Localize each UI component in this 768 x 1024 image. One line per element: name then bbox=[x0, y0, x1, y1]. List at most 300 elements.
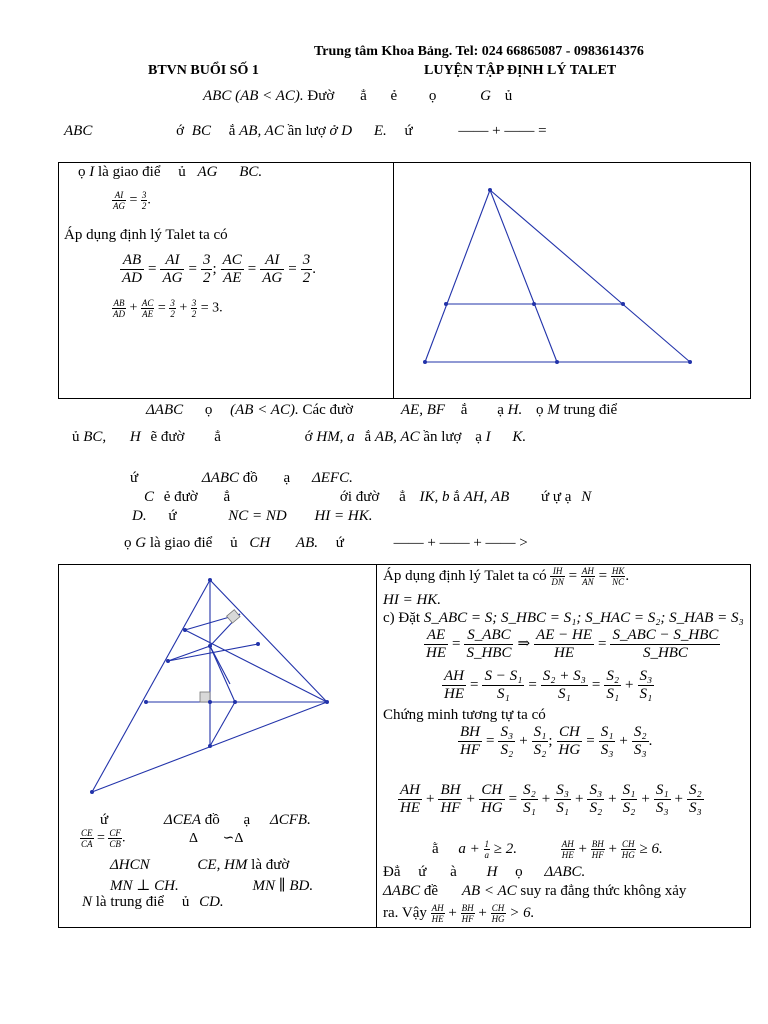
fig2-point-e bbox=[208, 700, 212, 704]
fraction-denominator: S_HBC bbox=[642, 645, 688, 661]
fraction bbox=[431, 903, 445, 924]
fig2-seg-5 bbox=[168, 646, 210, 661]
math-text: BC, bbox=[83, 429, 107, 445]
fig1-point-d bbox=[444, 302, 448, 306]
math-text: đồ bbox=[204, 812, 220, 828]
fraction bbox=[581, 566, 595, 587]
math-text: . bbox=[312, 261, 316, 278]
math-text: ẳ bbox=[399, 489, 406, 505]
math-text: c) Đặt bbox=[383, 610, 421, 626]
math-text: a + bbox=[458, 840, 480, 857]
problem2-part-b-cont bbox=[132, 508, 373, 525]
fraction-denominator: S₁ bbox=[556, 800, 569, 816]
math-text: ra. Vậy bbox=[383, 904, 427, 921]
sol2-right-line10 bbox=[383, 864, 585, 881]
fraction bbox=[599, 724, 616, 759]
sol2-right-line12: ra. Vậy $\frac{AH}{HE}$ + $\frac{BH}{HF}$ + $\frac{CH}{HG}$ > 6. bbox=[383, 903, 535, 924]
math-text: ΔCEA bbox=[163, 812, 202, 828]
fraction-denominator: HG bbox=[480, 800, 503, 816]
math-text: ứ bbox=[130, 470, 139, 486]
math-text: ớ bbox=[304, 429, 313, 445]
fraction bbox=[458, 724, 482, 759]
fraction bbox=[610, 627, 720, 662]
sol2-right-line11 bbox=[383, 883, 686, 900]
fraction bbox=[141, 298, 155, 319]
fraction bbox=[521, 782, 538, 817]
math-text: CH bbox=[249, 535, 271, 551]
math-text: M bbox=[547, 402, 560, 418]
math-text: ⇒ bbox=[517, 636, 531, 653]
fig2-side-ac bbox=[210, 580, 327, 702]
fraction bbox=[260, 252, 284, 287]
math-text: ở D bbox=[329, 123, 353, 139]
fraction-numerator: S₂ bbox=[689, 782, 702, 798]
math-text: ủ bbox=[181, 894, 190, 910]
fraction-denominator: S₁ bbox=[557, 686, 571, 702]
fraction bbox=[301, 252, 313, 287]
fraction bbox=[554, 782, 571, 817]
fraction bbox=[532, 724, 549, 759]
problem2-part-c bbox=[124, 535, 528, 552]
fraction-numerator: AC bbox=[141, 298, 154, 308]
fraction-denominator: S₁ bbox=[523, 800, 536, 816]
fig1-point-g bbox=[532, 302, 536, 306]
math-text: AB, AC bbox=[239, 123, 284, 139]
solution1-ratio bbox=[112, 190, 151, 211]
fig1-point-b bbox=[423, 360, 427, 364]
math-text: NC = ND bbox=[228, 508, 287, 524]
sol2-left-line5 bbox=[82, 894, 224, 911]
math-text: = 3. bbox=[200, 300, 223, 316]
math-text: là giao điể bbox=[149, 535, 213, 551]
fraction-numerator: AI bbox=[160, 252, 184, 270]
fraction-denominator: S₂ bbox=[622, 800, 636, 816]
math-text: . bbox=[121, 830, 126, 846]
math-text: là đườ bbox=[251, 857, 290, 873]
fraction-numerator: 3 bbox=[141, 190, 147, 200]
math-text: ắ bbox=[364, 429, 372, 445]
fraction-numerator: AB bbox=[120, 252, 144, 270]
math-text: S_ABC = S; S_HBC = S₁; S_HAC = S₂; S_HAB = S₃ bbox=[423, 610, 744, 626]
solution2-divider bbox=[376, 564, 377, 928]
fraction bbox=[491, 903, 506, 924]
fig2-point-a bbox=[208, 578, 212, 582]
fraction bbox=[591, 839, 605, 860]
math-text: HM, a bbox=[316, 429, 355, 445]
solution1-eq2 bbox=[112, 298, 223, 319]
fraction bbox=[587, 782, 604, 817]
fig2-side-ab bbox=[92, 580, 210, 792]
fraction-denominator: HG bbox=[621, 850, 635, 860]
fig2-right-angle-mark bbox=[200, 692, 210, 702]
fraction-denominator: HE bbox=[561, 850, 574, 860]
math-text: AG bbox=[197, 164, 218, 180]
fraction-numerator: IH bbox=[550, 566, 565, 577]
math-text: ẳ bbox=[214, 429, 221, 445]
math-text: = bbox=[247, 261, 257, 278]
fraction-numerator: S₃ bbox=[500, 724, 514, 740]
math-text: ứ bbox=[541, 489, 550, 505]
fraction-numerator: S₃ bbox=[556, 782, 569, 798]
fraction bbox=[550, 566, 565, 587]
math-text: Đẳ bbox=[383, 864, 401, 880]
math-text: ẻ bbox=[390, 88, 398, 104]
fig1-point-e bbox=[621, 302, 625, 306]
math-text: C bbox=[144, 489, 155, 505]
problem2-part-a bbox=[130, 470, 353, 487]
math-text: à bbox=[450, 864, 457, 880]
math-text: suy ra đẳng thức không xảy bbox=[520, 883, 687, 899]
fig2-seg-4 bbox=[210, 702, 235, 746]
fraction-denominator: AG bbox=[113, 201, 125, 211]
fraction-denominator: HE bbox=[554, 645, 575, 661]
fraction-numerator: 3 bbox=[302, 252, 311, 268]
fraction-numerator: CH bbox=[491, 903, 505, 913]
math-text: —— + —— + —— > bbox=[393, 535, 528, 551]
math-text: I bbox=[485, 429, 491, 445]
sol2-left-line2 bbox=[80, 828, 243, 849]
fig2-point-m bbox=[233, 700, 237, 704]
problem2-line2 bbox=[72, 429, 526, 446]
fraction-denominator: HE bbox=[400, 800, 420, 816]
math-text: ủ bbox=[230, 535, 238, 551]
fig2-point-h bbox=[208, 644, 212, 648]
fraction bbox=[621, 839, 636, 860]
fraction bbox=[604, 668, 621, 703]
math-text: = bbox=[288, 261, 297, 278]
fraction bbox=[561, 839, 575, 860]
solution1-line1 bbox=[78, 164, 262, 181]
problem2-line1 bbox=[146, 402, 617, 419]
fraction bbox=[632, 724, 649, 759]
fraction-numerator: S₂ + S₃ bbox=[542, 668, 586, 684]
fraction-numerator: AH bbox=[581, 566, 594, 576]
math-text: Các đườ bbox=[302, 402, 354, 418]
fraction-denominator: S_HBC bbox=[466, 645, 512, 661]
math-text: ẽ đườ bbox=[150, 429, 185, 445]
fraction bbox=[160, 252, 184, 287]
fig2-seg-hm bbox=[210, 646, 235, 702]
fraction-numerator: AH bbox=[400, 782, 420, 798]
math-text: ọ bbox=[515, 864, 523, 880]
sol2-left-line3 bbox=[110, 857, 289, 874]
math-text: Áp dụng định lý Talet ta có bbox=[383, 567, 547, 584]
math-text: IK, b bbox=[419, 489, 450, 505]
fraction-numerator: CF bbox=[109, 828, 121, 838]
fraction-numerator: CE bbox=[81, 828, 93, 838]
fraction-numerator: AH bbox=[444, 668, 464, 684]
math-text: ọ bbox=[78, 164, 86, 180]
math-text: ứ bbox=[404, 123, 413, 139]
fraction-denominator: S₂ bbox=[589, 800, 603, 816]
fraction bbox=[484, 839, 491, 860]
math-text: AB, AC bbox=[374, 429, 420, 445]
fig2-altitude-cf bbox=[185, 630, 327, 702]
math-text: ứ bbox=[168, 508, 177, 524]
math-text: = bbox=[129, 192, 138, 208]
fraction-numerator: S₂ bbox=[633, 724, 647, 740]
math-text: Đườ bbox=[307, 88, 335, 104]
fraction bbox=[461, 903, 475, 924]
fraction-denominator: AE bbox=[223, 270, 242, 286]
fraction bbox=[498, 724, 515, 759]
math-text: ạ bbox=[497, 402, 504, 418]
fraction-numerator: BH bbox=[461, 903, 474, 913]
fraction bbox=[687, 782, 704, 817]
fraction-numerator: S − S₁ bbox=[484, 668, 523, 684]
fraction-numerator: AE − HE bbox=[536, 627, 592, 643]
fraction-numerator: S₁ bbox=[533, 724, 547, 740]
math-text: ΔEFC. bbox=[311, 470, 353, 486]
fraction-numerator: AH bbox=[431, 903, 444, 913]
fraction-denominator: S₃ bbox=[689, 800, 702, 816]
math-text: I bbox=[89, 164, 95, 180]
math-text: ạ bbox=[283, 470, 291, 486]
fraction bbox=[424, 627, 448, 662]
math-text: ủ bbox=[72, 429, 80, 445]
math-text: ABC bbox=[64, 123, 93, 139]
fraction-numerator: S_ABC − S_HBC bbox=[612, 627, 719, 643]
fraction-numerator: S₂ bbox=[606, 668, 620, 684]
fraction-denominator: AN bbox=[582, 577, 594, 587]
math-text: . bbox=[147, 192, 151, 208]
fraction-numerator: S₁ bbox=[622, 782, 636, 798]
math-text: ΔABC bbox=[383, 883, 421, 899]
math-text: ần lượ bbox=[287, 123, 326, 139]
math-text: H. bbox=[507, 402, 523, 418]
math-text: AE, BF bbox=[400, 402, 446, 418]
fraction-denominator: S₁ bbox=[497, 686, 510, 702]
fraction-numerator: 1 bbox=[484, 839, 490, 849]
fraction-denominator: HF bbox=[460, 742, 480, 758]
fraction bbox=[482, 668, 524, 703]
math-text: ọ bbox=[535, 402, 544, 418]
math-text: BC. bbox=[239, 164, 263, 180]
fraction bbox=[120, 252, 144, 287]
fraction-denominator: CA bbox=[81, 839, 93, 849]
math-text: K. bbox=[512, 429, 527, 445]
math-text: Δ bbox=[188, 830, 198, 846]
math-text: ớ bbox=[176, 123, 185, 139]
fraction-numerator: 3 bbox=[191, 298, 197, 308]
math-text: ắ bbox=[460, 402, 468, 418]
fraction-denominator: AD bbox=[113, 309, 125, 319]
math-text: = bbox=[188, 261, 197, 278]
fraction-numerator: AE bbox=[424, 627, 448, 645]
math-text: + bbox=[129, 300, 138, 316]
math-text: ≥ 2. bbox=[493, 840, 518, 857]
math-text: ẳ bbox=[223, 489, 231, 505]
math-text: ới đườ bbox=[339, 489, 380, 505]
solution1-apply: Áp dụng định lý Talet ta có bbox=[64, 227, 228, 243]
math-text: ự bbox=[552, 489, 562, 505]
fraction-numerator: BH bbox=[460, 724, 480, 740]
fig2-point-d bbox=[208, 744, 212, 748]
math-text: đề bbox=[423, 883, 439, 899]
fraction-numerator: CH bbox=[621, 839, 635, 849]
fraction bbox=[191, 298, 198, 319]
sol2-right-line2: HI = HK. bbox=[383, 592, 442, 608]
fraction bbox=[442, 668, 466, 703]
fraction-denominator: AG bbox=[262, 270, 283, 286]
fraction-numerator: 3 bbox=[202, 252, 211, 268]
fraction-numerator: AI bbox=[112, 190, 126, 201]
fraction-numerator: AI bbox=[260, 252, 284, 270]
center-info: Trung tâm Khoa Bảng. Tel: 024 66865087 - 0983614376 bbox=[314, 44, 644, 59]
math-text: ứ bbox=[100, 812, 109, 828]
math-text: ≥ 6. bbox=[639, 840, 663, 857]
fraction-numerator: AC bbox=[222, 252, 242, 268]
math-text: ần lượ bbox=[423, 429, 462, 445]
math-text: = bbox=[157, 300, 166, 316]
fig1-point-c bbox=[688, 360, 692, 364]
sol2-right-line6: Chứng minh tương tự ta có bbox=[383, 707, 546, 723]
math-text: = bbox=[148, 261, 157, 278]
fraction-numerator: BH bbox=[591, 839, 604, 849]
fraction bbox=[112, 298, 126, 319]
math-text: (AB < AC). bbox=[230, 402, 299, 418]
math-text: = bbox=[97, 830, 105, 846]
math-text: ΔABC bbox=[201, 470, 240, 486]
math-text: ∽Δ bbox=[222, 830, 244, 846]
fraction-denominator: HG bbox=[558, 742, 581, 758]
fraction bbox=[611, 566, 626, 587]
math-text: đồ bbox=[242, 470, 258, 486]
fraction-numerator: S₂ bbox=[523, 782, 536, 798]
fraction bbox=[221, 252, 244, 287]
fig2-point-c bbox=[325, 700, 329, 704]
problem2-part-b bbox=[144, 489, 591, 506]
fraction-numerator: HK bbox=[611, 566, 625, 576]
fraction-denominator: 2 bbox=[302, 270, 311, 286]
math-text: E. bbox=[373, 123, 387, 139]
fraction-denominator: S₃ bbox=[633, 742, 647, 758]
fig1-point-i bbox=[555, 360, 559, 364]
math-text: BC bbox=[191, 123, 211, 139]
fraction-denominator: AG bbox=[162, 270, 183, 286]
fraction-numerator: S₃ bbox=[639, 668, 653, 684]
math-text: H bbox=[486, 864, 498, 880]
math-text: ΔHCN bbox=[110, 857, 150, 873]
fraction-numerator: BH bbox=[440, 782, 461, 798]
fraction bbox=[438, 782, 462, 817]
left-title: BTVN BUỔI SỐ 1 bbox=[148, 63, 259, 78]
fraction-denominator: HF bbox=[591, 850, 604, 860]
sol2-left-line1 bbox=[100, 812, 311, 829]
fraction-denominator: 2 bbox=[191, 309, 197, 319]
math-text: ΔCFB. bbox=[269, 812, 311, 828]
fig2-point-b bbox=[90, 790, 94, 794]
math-text: ắ bbox=[228, 123, 236, 139]
fraction-denominator: S₂ bbox=[500, 742, 514, 758]
math-text: ọ bbox=[204, 402, 213, 418]
math-text: AB < AC bbox=[461, 883, 517, 899]
problem1-line2 bbox=[64, 123, 547, 140]
fraction bbox=[169, 298, 176, 319]
fraction bbox=[479, 782, 505, 817]
fraction-denominator: AD bbox=[122, 270, 142, 286]
math-text: > 6. bbox=[509, 904, 535, 921]
sol2-right-line4: $\frac{AE}{HE}$ = S_ABC S_HBC ⇒ $\frac{AE - HE}{HE}$ = S_ABC − S_HBC S_HBC bbox=[426, 627, 719, 661]
math-text: CE, HM bbox=[197, 857, 248, 873]
fig1-median-ai bbox=[490, 190, 557, 362]
fraction-denominator: S₂ bbox=[533, 742, 547, 758]
math-text: ẳ bbox=[360, 88, 367, 104]
math-text: ọ bbox=[428, 88, 437, 104]
math-text: ạ bbox=[475, 429, 482, 445]
fraction bbox=[621, 782, 638, 817]
fraction-numerator: AH bbox=[561, 839, 574, 849]
fraction-denominator: 2 bbox=[170, 309, 175, 319]
math-text: ạ bbox=[243, 812, 251, 828]
math-text: ủ bbox=[178, 164, 186, 180]
fraction bbox=[541, 668, 588, 703]
math-text: G bbox=[480, 88, 492, 104]
math-text: N bbox=[82, 894, 93, 910]
math-text: AH, AB bbox=[463, 489, 510, 505]
right-title: LUYỆN TẬP ĐỊNH LÝ TALET bbox=[424, 63, 617, 78]
math-text: ; bbox=[212, 261, 217, 278]
math-text: —— + —— = bbox=[458, 123, 547, 139]
problem1-line1 bbox=[203, 88, 512, 105]
fig2-point-f bbox=[183, 628, 187, 632]
fig1-side-ab bbox=[425, 190, 490, 362]
fig2-right-angle-mark bbox=[227, 610, 240, 623]
fraction bbox=[534, 627, 594, 662]
fraction bbox=[201, 252, 213, 287]
fraction-denominator: CB bbox=[109, 839, 121, 849]
fraction-denominator: DN bbox=[551, 577, 564, 587]
math-text: ằ bbox=[432, 840, 439, 857]
fraction-denominator: 2 bbox=[202, 270, 211, 286]
figure2-triangle bbox=[60, 566, 374, 806]
fraction-denominator: S₃ bbox=[600, 742, 614, 758]
math-text: + bbox=[179, 300, 188, 316]
math-text: H bbox=[129, 429, 141, 445]
fraction bbox=[108, 828, 122, 849]
math-text: MN ⊥ CH. bbox=[110, 878, 179, 894]
fig2-point-n bbox=[144, 700, 148, 704]
figure1-triangle bbox=[394, 163, 750, 398]
fraction-denominator: AE bbox=[142, 309, 154, 319]
fraction-denominator: HG bbox=[491, 914, 505, 924]
math-text: ọ bbox=[124, 535, 132, 551]
fraction bbox=[398, 782, 422, 817]
fig1-side-ac bbox=[490, 190, 690, 362]
math-text: G bbox=[135, 535, 147, 551]
math-text: ủ bbox=[504, 88, 513, 104]
fraction bbox=[80, 828, 94, 849]
math-text: ẻ đườ bbox=[163, 489, 198, 505]
fraction-numerator: AB bbox=[113, 298, 125, 308]
fraction-denominator: HF bbox=[440, 800, 461, 816]
sol2-right-line3 bbox=[383, 610, 744, 627]
fraction bbox=[654, 782, 671, 817]
fig2-point-k bbox=[256, 642, 260, 646]
math-text: MN ∥ BD. bbox=[252, 878, 314, 894]
math-text: ABC (AB < AC). bbox=[203, 88, 304, 104]
math-text: ΔABC. bbox=[544, 864, 586, 880]
fraction-denominator: HE bbox=[444, 686, 464, 702]
sol2-left-line4 bbox=[110, 876, 313, 895]
fraction-denominator: S₁ bbox=[639, 686, 653, 702]
fig1-point-a bbox=[488, 188, 492, 192]
fraction-numerator: S₁ bbox=[600, 724, 614, 740]
fraction-denominator: S₃ bbox=[655, 800, 669, 816]
math-text: là giao điể bbox=[98, 164, 161, 180]
fraction-numerator: CH bbox=[557, 724, 583, 742]
sol2-right-line5: $\frac{AH}{HE}$ = $\frac{\text{S − S₁}}{\text{S₁}}$ = $\frac{\text{S₂ + S₃}}{\text{S₁}}$ = $\frac{\text{S₂}}{\text{S₁}}$ + $\frac{\text{S₃}}{\text{S₁}}$ bbox=[444, 668, 653, 702]
